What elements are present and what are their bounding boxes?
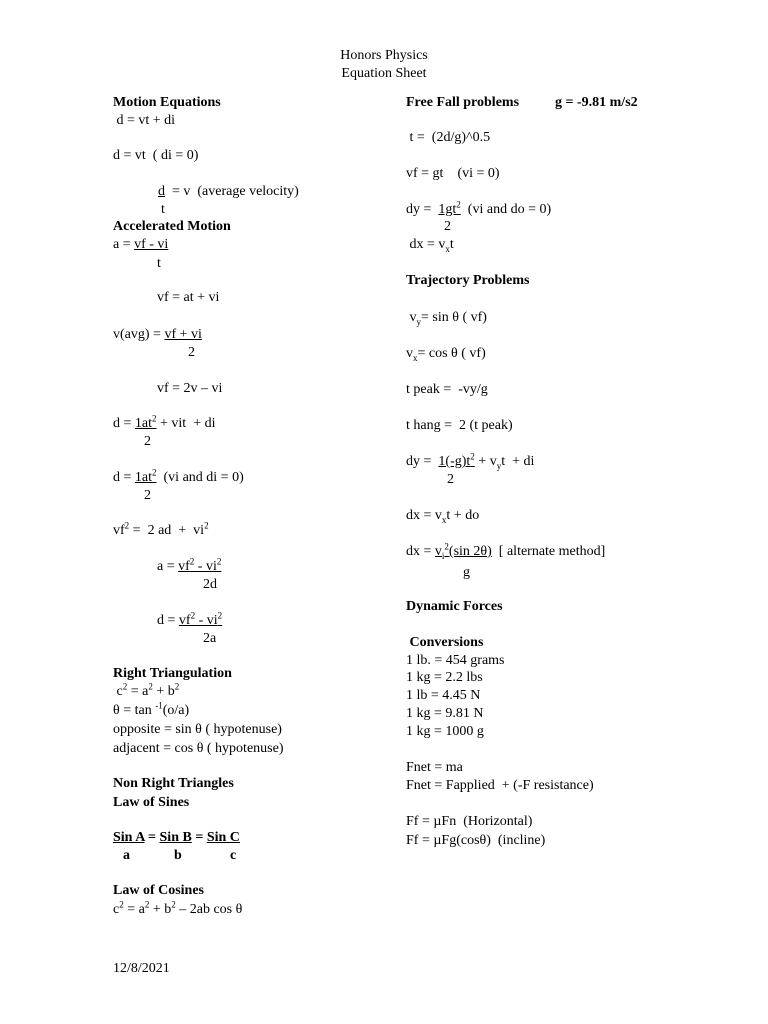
rt1-sup3: 2 [174, 681, 180, 692]
a2-numerator [178, 556, 222, 574]
accelerated-motion-heading: Accelerated Motion [113, 219, 231, 234]
eq-theta-arctan [113, 700, 190, 719]
sines-eq1: = [144, 830, 160, 845]
sines-den-b: b [174, 848, 182, 863]
d3-sup2: 2 [217, 610, 223, 621]
eq-a-vf2 [157, 556, 222, 575]
eq-d-half-at2 [113, 413, 216, 432]
d2-prefix: d = [113, 470, 135, 485]
sines-eq2: = [191, 830, 207, 845]
tr5-prefix: dy = [406, 454, 439, 469]
rt1-sup1: 2 [122, 681, 128, 692]
cos-sup3: 2 [171, 899, 176, 910]
conversions-heading: Conversions [406, 635, 484, 650]
tr1-sub: y [416, 316, 421, 327]
eq-traj-dx-alt [406, 541, 606, 561]
conversion-lb-n: 1 lb = 4.45 N [406, 688, 481, 703]
vavg-numerator: vf + vi [164, 327, 202, 342]
tr5-num-text: 1(-g)t [438, 454, 471, 469]
a2-num-a: vf [178, 559, 190, 574]
d3-sup1: 2 [190, 610, 196, 621]
eq-ff-dy [406, 199, 552, 218]
vf2-sup1: 2 [124, 520, 130, 531]
eq-d-vt: d = vt ( di = 0) [113, 148, 199, 163]
tr7-numerator [434, 541, 492, 561]
dynamic-forces-heading: Dynamic Forces [406, 599, 503, 614]
tr7-prefix: dx = [406, 544, 435, 559]
sines-den-c: c [230, 848, 237, 863]
ff3-denominator: 2 [444, 219, 451, 234]
avg-rest: = v (average velocity) [165, 184, 299, 199]
ff4-b: t [449, 237, 454, 252]
d1-sup: 2 [152, 413, 157, 424]
d1-numerator [134, 413, 157, 431]
d3-numerator [178, 610, 223, 628]
tr5-denominator: 2 [447, 472, 454, 487]
motion-equations-heading: Motion Equations [113, 95, 221, 110]
tr6-sub: x [441, 514, 447, 525]
tr7-denominator: g [463, 565, 470, 580]
d2-denominator: 2 [144, 488, 151, 503]
law-of-cosines-heading: Law of Cosines [113, 883, 205, 898]
eq-vy [406, 310, 487, 326]
tr7-num-sub: i [441, 550, 445, 561]
rt2-a: θ = tan [113, 703, 156, 718]
tr5-numerator [438, 451, 475, 469]
a2-prefix: a = [157, 559, 179, 574]
eq-law-of-sines [113, 830, 240, 846]
rt2-sup: -1 [155, 700, 163, 711]
d2-rest: (vi and di = 0) [156, 470, 244, 485]
eq-d-vf2 [157, 610, 223, 629]
cos-d: – 2ab cos θ [175, 902, 243, 917]
rt1-c: + b [152, 684, 175, 699]
cos-sup1: 2 [119, 899, 124, 910]
trajectory-heading: Trajectory Problems [406, 273, 530, 288]
d1-num-text: 1at [134, 416, 153, 431]
eq-t-hang: t hang = 2 (t peak) [406, 418, 513, 433]
tr5-rest-b: t + di [501, 454, 535, 469]
eq-friction-horizontal: Ff = µFn (Horizontal) [406, 814, 533, 829]
ff3-rest: (vi and do = 0) [460, 202, 552, 217]
eq-vf2 [113, 520, 209, 539]
tr2-sub: x [413, 352, 418, 363]
tr2-b: = cos θ ( vf) [417, 346, 486, 361]
eq-vf-at-vi: vf = at + vi [157, 290, 220, 305]
a-numerator: vf - vi [134, 237, 169, 252]
eq-acceleration [113, 237, 168, 253]
eq-adjacent: adjacent = cos θ ( hypotenuse) [113, 741, 284, 756]
eq-fnet-applied: Fnet = Fapplied + (-F resistance) [406, 778, 594, 793]
tr5-sup: 2 [470, 451, 475, 462]
eq-ff-dx [406, 237, 454, 253]
vavg-denominator: 2 [188, 345, 195, 360]
sinA: Sin A [113, 830, 145, 845]
footer-date: 12/8/2021 [113, 961, 170, 976]
a2-sup1: 2 [189, 556, 195, 567]
sinC: Sin C [206, 830, 240, 845]
d2-num-text: 1at [134, 470, 153, 485]
doc-title: Honors Physics [340, 48, 428, 63]
doc-subtitle: Equation Sheet [341, 66, 427, 81]
eq-traj-dy [406, 451, 535, 471]
eq-opposite: opposite = sin θ ( hypotenuse) [113, 722, 282, 737]
right-triangulation-heading: Right Triangulation [113, 666, 232, 681]
tr5-sub: y [496, 460, 502, 471]
conversion-lb-grams: 1 lb. = 454 grams [406, 653, 505, 668]
tr6-a: dx = v [406, 508, 442, 523]
a2-denominator: 2d [203, 577, 217, 592]
conversion-kg-lbs: 1 kg = 2.2 lbs [406, 670, 483, 685]
eq-vx [406, 346, 486, 362]
gravity-value: g = -9.81 m/s2 [555, 95, 638, 110]
d1-prefix: d = [113, 416, 135, 431]
tr6-b: t + do [446, 508, 480, 523]
avg-denominator: t [161, 202, 165, 217]
eq-d-vt-di: d = vt + di [113, 113, 176, 128]
free-fall-heading: Free Fall problems [406, 95, 520, 110]
tr2-a: v [406, 346, 413, 361]
tr7-num-b: (sin 2θ) [448, 544, 492, 559]
d3-denominator: 2a [203, 631, 217, 646]
a-prefix: a = [113, 237, 135, 252]
eq-law-of-cosines [113, 899, 243, 918]
cos-b: = a [123, 902, 145, 917]
eq-vf-2v: vf = 2v – vi [157, 381, 223, 396]
rt1-sup2: 2 [148, 681, 153, 692]
d3-prefix: d = [157, 613, 179, 628]
rt1-b: = a [127, 684, 149, 699]
eq-t-peak: t peak = -vy/g [406, 382, 488, 397]
tr5-rest-a: + v [474, 454, 497, 469]
eq-d-half-at2-zero [113, 467, 244, 486]
a2-sup2: 2 [216, 556, 222, 567]
vavg-prefix: v(avg) = [113, 327, 165, 342]
vf2-sup2: 2 [204, 520, 209, 531]
d2-sup: 2 [152, 467, 157, 478]
eq-pythagoras [113, 681, 180, 700]
eq-ff-vf: vf = gt (vi = 0) [406, 166, 500, 181]
cos-c: + b [149, 902, 172, 917]
ff3-sup: 2 [456, 199, 461, 210]
ff4-sub: x [445, 243, 450, 254]
ff3-numerator [438, 199, 461, 217]
tr1-a: v [406, 310, 417, 325]
d1-rest: + vit + di [156, 416, 216, 431]
a2-num-b: - vi [194, 559, 217, 574]
eq-average-velocity [158, 184, 299, 200]
eq-ff-time: t = (2d/g)^0.5 [406, 130, 491, 145]
d3-num-b: - vi [195, 613, 218, 628]
non-right-triangles-heading: Non Right Triangles [113, 776, 234, 791]
conversion-kg-g: 1 kg = 1000 g [406, 724, 484, 739]
tr7-num-a: v [434, 544, 442, 559]
vf2-a: vf [113, 523, 125, 538]
rt2-b: (o/a) [162, 703, 190, 718]
tr7-sup: 2 [444, 541, 449, 552]
vf2-b: = 2 ad + vi [129, 523, 205, 538]
d2-numerator [134, 467, 157, 485]
eq-fnet-ma: Fnet = ma [406, 760, 463, 775]
ff3-prefix: dy = [406, 202, 439, 217]
eq-friction-incline: Ff = µFg(cosθ) (incline) [406, 833, 546, 848]
d1-denominator: 2 [144, 434, 151, 449]
ff3-num-text: 1gt [438, 202, 457, 217]
d3-num-a: vf [178, 613, 191, 628]
sines-den-a: a [123, 848, 130, 863]
cos-a: c [113, 902, 120, 917]
cos-sup2: 2 [144, 899, 150, 910]
law-of-sines-heading: Law of Sines [113, 795, 190, 810]
conversion-kg-n: 1 kg = 9.81 N [406, 706, 484, 721]
avg-numerator: d [158, 184, 165, 199]
eq-traj-dx [406, 508, 479, 524]
ff4-a: dx = v [406, 237, 446, 252]
tr7-rest: [ alternate method] [491, 544, 606, 559]
a-denominator: t [157, 256, 161, 271]
tr1-b: = sin θ ( vf) [421, 310, 487, 325]
sinB: Sin B [159, 830, 192, 845]
eq-vavg [113, 327, 202, 343]
rt1-a: c [113, 684, 123, 699]
